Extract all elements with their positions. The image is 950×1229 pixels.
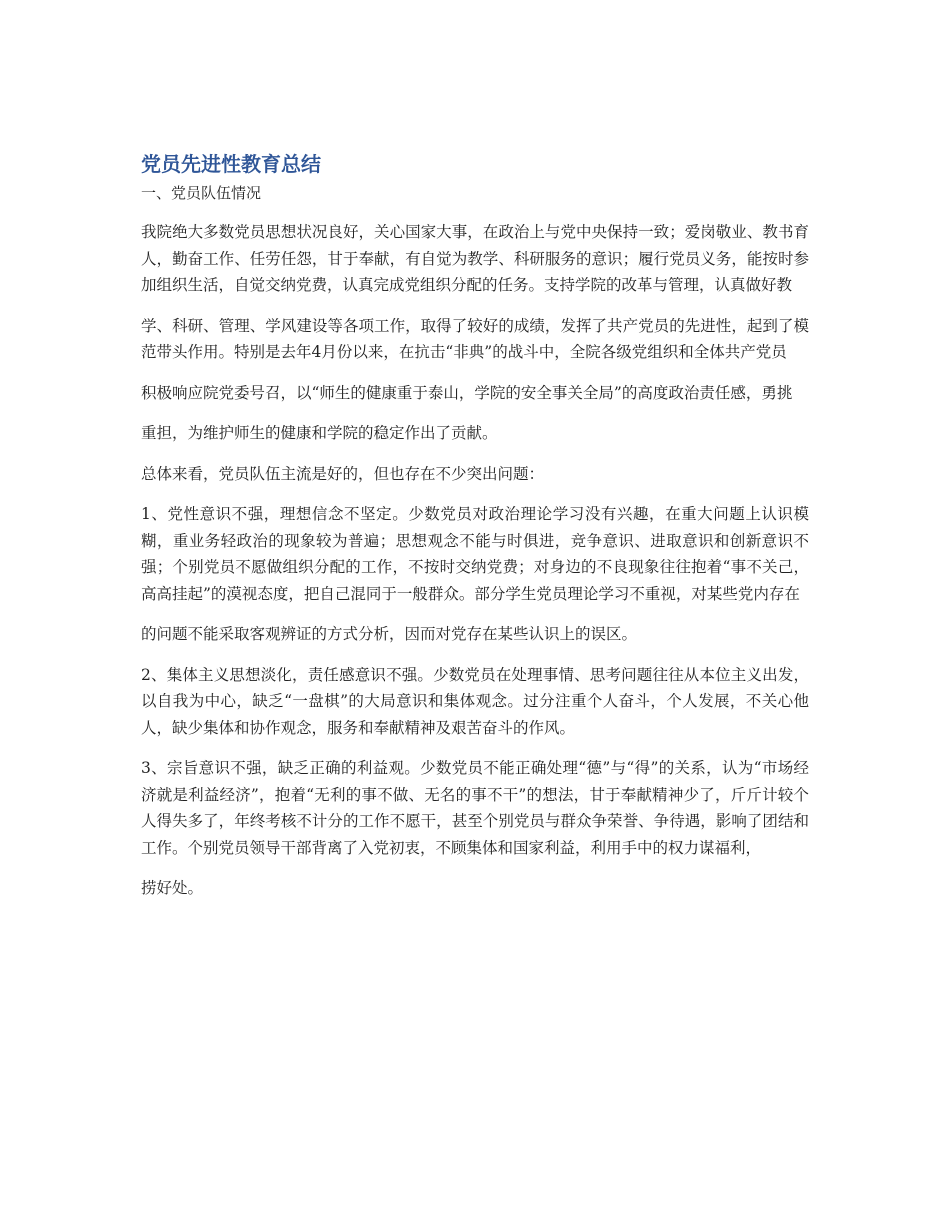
paragraph: 的问题不能采取客观辨证的方式分析，因而对党存在某些认识上的误区。 [141, 625, 638, 643]
document-title: 党员先进性教育总结 [141, 152, 321, 176]
paragraph: 2、集体主义思想淡化，责任感意识不强。少数党员在处理事情、思考问题往往从本位主义出发，以自我为中心，缺乏“一盘棋”的大局意识和集体观念。过分注重个人奋斗，个人发展，不关心他人，缺少集体和协作观念，服务和奉献精神及艰苦奋斗的作风。 [141, 665, 809, 737]
paragraph: 捞好处。 [141, 879, 204, 897]
paragraph: 学、科研、管理、学风建设等各项工作，取得了较好的成绩，发挥了共产党员的先进性，起到了模范带头作用。特别是去年4月份以来，在抗击“非典”的战斗中，全院各级党组织和全体共产党员 [141, 316, 809, 361]
paragraph: 重担，为维护师生的健康和学院的稳定作出了贡献。 [141, 424, 498, 442]
section-heading: 一、党员队伍情况 [141, 184, 262, 202]
paragraph: 积极响应院党委号召，以“师生的健康重于泰山，学院的安全事关全局”的高度政治责任感，勇挑 [141, 383, 793, 402]
paragraph: 我院绝大多数党员思想状况良好，关心国家大事，在政治上与党中央保持一致；爱岗敬业、教书育人，勤奋工作、任劳任怨，甘于奉献，有自觉为教学、科研服务的意识；履行党员义务，能按时参加组织生活，自觉交纳党费，认真完成党组织分配的任务。支持学院的改革与管理，认真做好教 [141, 223, 809, 294]
paragraph: 总体来看，党员队伍主流是好的，但也存在不少突出问题： [141, 464, 545, 483]
document-page [141, 150, 809, 916]
paragraph: 3、宗旨意识不强，缺乏正确的利益观。少数党员不能正确处理“德”与“得”的关系，认为“市场经济就是利益经济”，抱着“无利的事不做、无名的事不干”的想法，甘于奉献精神少了，斤斤计较个人得失多了，年终考核不计分的工作不愿干，甚至个别党员与群众争荣誉、争待遇，影响了团结和工作。个别党员领导干部背离了入党初衷，不顾集体和国家利益，利用手中的权力谋福利， [141, 759, 809, 857]
paragraph: 1、党性意识不强，理想信念不坚定。少数党员对政治理论学习没有兴趣，在重大问题上认识模糊，重业务轻政治的现象较为普遍；思想观念不能与时俱进，竞争意识、进取意识和创新意识不强；个别党员不愿做组织分配的工作，不按时交纳党费；对身边的不良现象往往抱着“事不关己，高高挂起”的漠视态度，把自己混同于一般群众。部分学生党员理论学习不重视，对某些党内存在 [141, 505, 809, 603]
